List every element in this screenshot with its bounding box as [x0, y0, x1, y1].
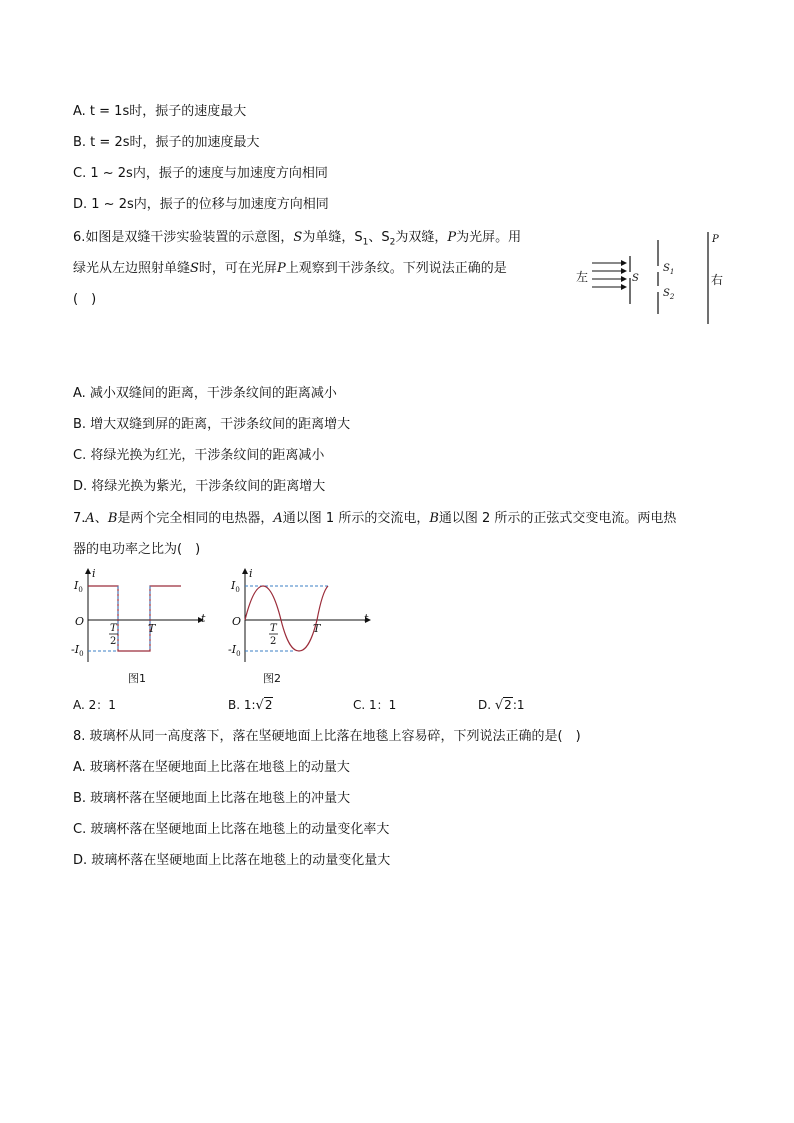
q6-answer-paren: ( ): [73, 292, 97, 307]
double-slit-diagram: [570, 228, 730, 328]
q7-option-d: D. √2:1: [478, 698, 525, 713]
label-left: 左: [576, 270, 589, 284]
figure-1-square-wave: [70, 564, 215, 690]
sine-wave-curve: [245, 586, 328, 651]
label-s2: $S_2$: [663, 288, 675, 301]
sqrt-sign: √: [494, 698, 504, 713]
q5-option-c: C. 1 ~ 2s内，振子的速度与加速度方向相同: [73, 166, 328, 181]
q8-option-b: B. 玻璃杯落在坚硬地面上比落在地毯上的冲量大: [73, 791, 351, 806]
q8-option-d: D. 玻璃杯落在坚硬地面上比落在地毯上的动量变化量大: [73, 853, 391, 868]
q7-option-a: A. 2：1: [73, 698, 116, 712]
label-s1: $S_1$: [663, 263, 675, 276]
q8-option-c: C. 玻璃杯落在坚硬地面上比落在地毯上的动量变化率大: [73, 822, 390, 837]
period-label: T: [148, 622, 156, 635]
half-t-den: 2: [110, 636, 117, 647]
half-t-den: 2: [270, 636, 277, 647]
label-right: 右: [711, 273, 724, 287]
q7-option-c: C. 1：1: [353, 698, 397, 712]
q5-option-b: B. t = 2s时，振子的加速度最大: [73, 135, 260, 150]
i0-label: $I_0$: [74, 579, 83, 594]
t-label: t: [364, 612, 369, 625]
half-t-num: T: [270, 623, 277, 634]
neg-i0-label: $-I_0$: [71, 643, 84, 658]
caption: 图2: [263, 672, 281, 685]
square-wave-curve: [88, 586, 181, 651]
neg-i0-label: $-I_0$: [228, 643, 241, 658]
q6-stem-line1: 6.如图是双缝干涉实验装置的示意图，S为单缝，$S_1$、$S_2$为双缝，P为光屏。用: [73, 230, 522, 248]
q6-option-a: A. 减小双缝间的距离，干涉条纹间的距离减小: [73, 386, 337, 401]
i0-label: $I_0$: [231, 579, 240, 594]
origin-label: O: [75, 615, 85, 628]
caption: 图1: [128, 672, 146, 685]
q6-stem-line2: 绿光从左边照射单缝S时，可在光屏P上观察到干涉条纹。下列说法正确的是: [73, 261, 507, 276]
figure-2-sine-wave: [225, 564, 375, 690]
origin-label: O: [232, 615, 242, 628]
half-t-num: T: [110, 623, 117, 634]
q5-option-d: D. 1 ~ 2s内，振子的位移与加速度方向相同: [73, 197, 329, 212]
label-s: S: [632, 273, 639, 284]
t-label: t: [201, 612, 206, 625]
q7-stem-line1: 7.A、B是两个完全相同的电热器，A通以图 1 所示的交流电，B通以图 2 所示的正弦式交变电流。两电热: [73, 511, 677, 526]
i-label: i: [249, 567, 253, 580]
q6-option-b: B. 增大双缝到屏的距离，干涉条纹间的距离增大: [73, 417, 351, 432]
period-label: T: [313, 622, 321, 635]
q5-option-a: A. t = 1s时，振子的速度最大: [73, 104, 247, 119]
q7-option-b: B. 1:√2: [228, 698, 273, 713]
sqrt-sign: √: [255, 698, 264, 713]
label-p: P: [712, 234, 719, 245]
q6-option-c: C. 将绿光换为红光，干涉条纹间的距离减小: [73, 448, 325, 463]
q8-option-a: A. 玻璃杯落在坚硬地面上比落在地毯上的动量大: [73, 760, 350, 775]
i-label: i: [92, 567, 96, 580]
q6-option-d: D. 将绿光换为紫光，干涉条纹间的距离增大: [73, 479, 326, 494]
q7-stem-line2: 器的电功率之比为( ): [73, 542, 201, 557]
q8-stem: 8. 玻璃杯从同一高度落下，落在坚硬地面上比落在地毯上容易碎，下列说法正确的是( ): [73, 729, 581, 744]
